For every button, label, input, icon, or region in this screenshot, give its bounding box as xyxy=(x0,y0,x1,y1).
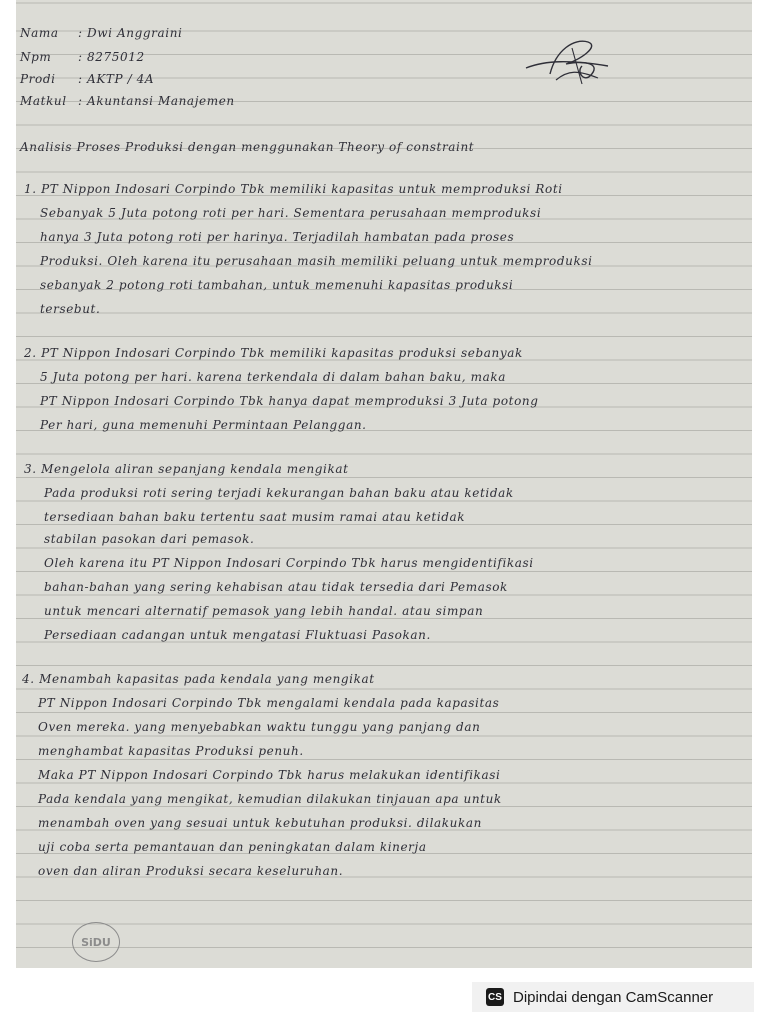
camscanner-watermark xyxy=(472,982,754,1012)
s4-line: Oven mereka. yang menyebabkan waktu tunggu yang panjang dan xyxy=(38,720,481,734)
s3-line: bahan-bahan yang sering kehabisan atau tidak tersedia dari Pemasok xyxy=(44,580,508,594)
header-npm: Npm : 8275012 xyxy=(20,50,145,64)
s4-line: Pada kendala yang mengikat, kemudian dilakukan tinjauan apa untuk xyxy=(38,792,502,806)
camscanner-logo-icon: CS xyxy=(486,988,504,1006)
header-matkul: Matkul : Akuntansi Manajemen xyxy=(20,94,235,108)
s4-line: uji coba serta pemantauan dan peningkatan dalam kinerja xyxy=(38,840,427,854)
s3-line: stabilan pasokan dari pemasok. xyxy=(44,532,255,546)
s1-line: sebanyak 2 potong roti tambahan, untuk memenuhi kapasitas produksi xyxy=(40,278,514,292)
s4-line: 4. Menambah kapasitas pada kendala yang mengikat xyxy=(22,672,375,686)
header-nama: Nama : Dwi Anggraini xyxy=(20,26,183,40)
notebook-page xyxy=(16,0,752,968)
s4-line: Maka PT Nippon Indosari Corpindo Tbk harus melakukan identifikasi xyxy=(38,768,501,782)
s1-line: hanya 3 Juta potong roti per harinya. Terjadilah hambatan pada proses xyxy=(40,230,515,244)
header-prodi: Prodi : AKTP / 4A xyxy=(20,72,155,86)
s2-line: 2. PT Nippon Indosari Corpindo Tbk memiliki kapasitas produksi sebanyak xyxy=(24,346,523,360)
signature xyxy=(516,30,626,90)
s4-line: oven dan aliran Produksi secara keseluruhan. xyxy=(38,864,344,878)
page-title: Analisis Proses Produksi dengan menggunakan Theory of constraint xyxy=(20,140,475,154)
s1-line: Sebanyak 5 Juta potong roti per hari. Sementara perusahaan memproduksi xyxy=(40,206,542,220)
s1-line: 1. PT Nippon Indosari Corpindo Tbk memiliki kapasitas untuk memproduksi Roti xyxy=(24,182,563,196)
s3-line: tersediaan bahan baku tertentu saat musim ramai atau ketidak xyxy=(44,510,466,524)
s3-line: Pada produksi roti sering terjadi kekurangan bahan baku atau ketidak xyxy=(44,486,514,500)
s1-line: tersebut. xyxy=(40,302,101,316)
s3-line: untuk mencari alternatif pemasok yang lebih handal. atau simpan xyxy=(44,604,484,618)
s2-line: Per hari, guna memenuhi Permintaan Pelanggan. xyxy=(40,418,367,432)
s3-line: 3. Mengelola aliran sepanjang kendala mengikat xyxy=(24,462,349,476)
camscanner-text: Dipindai dengan CamScanner xyxy=(513,988,714,1006)
s4-line: menambah oven yang sesuai untuk kebutuhan produksi. dilakukan xyxy=(38,816,482,830)
s3-line: Oleh karena itu PT Nippon Indosari Corpindo Tbk harus mengidentifikasi xyxy=(44,556,534,570)
s4-line: PT Nippon Indosari Corpindo Tbk mengalami kendala pada kapasitas xyxy=(38,696,500,710)
s2-line: 5 Juta potong per hari. karena terkendala di dalam bahan baku, maka xyxy=(40,370,506,384)
s4-line: menghambat kapasitas Produksi penuh. xyxy=(38,744,304,758)
s2-line: PT Nippon Indosari Corpindo Tbk hanya dapat memproduksi 3 Juta potong xyxy=(40,394,539,408)
s3-line: Persediaan cadangan untuk mengatasi Fluktuasi Pasokan. xyxy=(44,628,431,642)
s1-line: Produksi. Oleh karena itu perusahaan masih memiliki peluang untuk memproduksi xyxy=(40,254,593,268)
sidu-logo: SiDU xyxy=(72,922,120,962)
